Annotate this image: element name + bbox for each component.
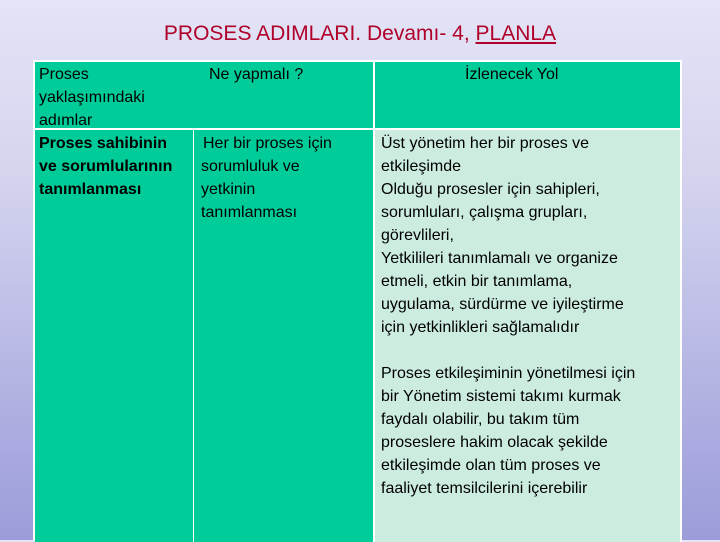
path-line: faydalı olabilir, bu takım tüm (381, 411, 580, 428)
path-line: uygulama, sürdürme ve iyileştirme (381, 296, 624, 313)
step-line: ve sorumlularının (39, 158, 173, 175)
header-cell-path (375, 62, 682, 130)
title-text: PROSES ADIMLARI. Devamı- 4, (163, 22, 476, 45)
action-line: sorumluluk ve (201, 158, 300, 175)
header-step-line: yaklaşımındaki (39, 89, 145, 106)
action-cell (194, 130, 375, 542)
header-what-to-do: Ne yapmalı ? (209, 66, 304, 83)
process-table (33, 60, 682, 540)
path-line: proseslere hakim olacak şekilde (381, 434, 608, 451)
step-line: Proses sahibinin (39, 135, 168, 152)
path-line: faaliyet temsilcilerini içerebilir (381, 480, 588, 497)
action-line: yetkinin (201, 181, 256, 198)
path-line: etkileşimde (381, 158, 462, 175)
action-line: tanımlanması (201, 204, 298, 221)
path-line: için yetkinlikleri sağlamalıdır (381, 319, 580, 336)
header-path: İzlenecek Yol (465, 66, 559, 83)
path-line: etkileşimde olan tüm proses ve (381, 457, 601, 474)
path-cell (375, 130, 682, 542)
header-step-line: adımlar (39, 112, 93, 129)
path-line: etmeli, etkin bir tanımlama, (381, 273, 573, 290)
header-step-line: Proses (39, 66, 89, 83)
action-line: Her bir proses için (203, 135, 332, 152)
path-line: sorumluları, çalışma grupları, (381, 204, 588, 221)
path-line: bir Yönetim sistemi takımı kurmak (381, 388, 621, 405)
step-cell (35, 130, 194, 542)
path-line: Proses etkileşiminin yönetilmesi için (381, 365, 636, 382)
title-underlined: PLANLA (475, 22, 557, 45)
path-line: görevlileri, (381, 227, 454, 244)
path-line: Üst yönetim her bir proses ve (381, 135, 590, 152)
slide-title (0, 20, 720, 48)
path-line: Olduğu prosesler için sahipleri, (381, 181, 600, 198)
header-cell-steps (35, 62, 375, 130)
step-line: tanımlanması (39, 181, 142, 198)
path-line: Yetkilileri tanımlamalı ve organize (381, 250, 618, 267)
